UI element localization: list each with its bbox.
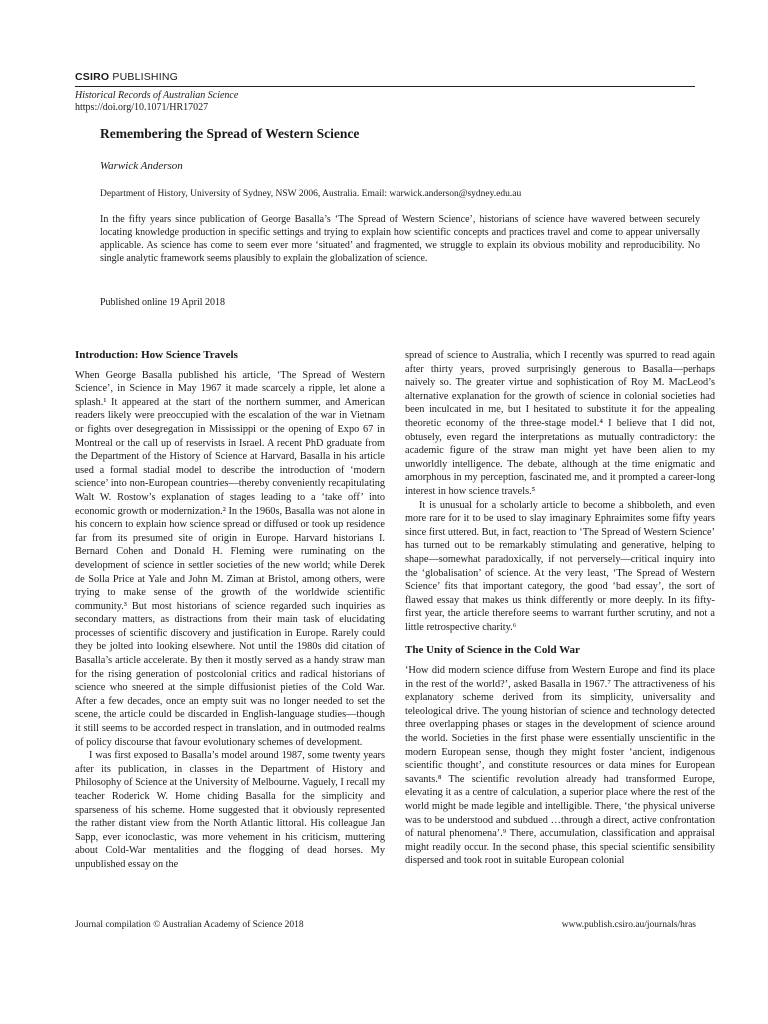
journal-name: Historical Records of Australian Science — [75, 90, 239, 101]
paragraph-4: ‘How did modern science diffuse from Western Europe and find its place in the rest of the world?’, asked Basalla in 1967.⁷ The attractiveness of his explanatory scheme derived from its simplicity, universality and teleological drive. The young historian of science and technology detected three overlapping phases or stages in the development of science around the world. Societies in the first phase were essentially unscientific in the modern European sense, though they might foster ‘ancient, indigenous scientific thought’, and constitute resources or data mines for European savants.⁸ The scientific revolution already had transformed Europe, elevating it as a centre of calculation, a superior place where the rest of the world might be made legible and intelligible. There, ‘the physical universe was to be understood and subdued …through a direct, active confrontation of natural phenomena’.⁹ There, accumulation, classification and appraisal might readily occur. In the second phase, this special scientific sensibility dispersed and took root in suitable European colonial — [405, 665, 715, 867]
section-heading-cold-war: The Unity of Science in the Cold War — [405, 644, 580, 657]
publisher-logo — [75, 71, 178, 83]
body-column-left — [75, 349, 385, 872]
section-heading-introduction: Introduction: How Science Travels — [75, 349, 238, 361]
author-affiliation: Department of History, University of Sydney, NSW 2006, Australia. Email: warwick.anderson@sydney.edu.au — [100, 189, 522, 199]
paragraph-2-continued: spread of science to Australia, which I recently was spurred to read again after thirty years, proved surprisingly generous to Basalla—perhaps naively so. The greater virtue and sophistication of Roy M. MacLeod’s alternative explanation for the growth of science in colonial societies had been inculcated in me, but I hesitated to substitute it for the appealing theoretic economy of the three-stage model.⁴ I believe that I did not, obtusely, even regard the interpretations as mutually contradictory: the academic figure of the straw man might yet have been alien to my unworldly intelligence. The debate, although at the time enigmatic and amorphous in my perception, fascinated me, and it prompted a career-long interest in how science travels.⁵ — [405, 350, 715, 497]
doi-link[interactable]: https://doi.org/10.1071/HR17027 — [75, 102, 209, 113]
publication-date: Published online 19 April 2018 — [100, 297, 225, 308]
paragraph-2-start: I was first exposed to Basalla’s model around 1987, some twenty years after its publication, in classes in the Department of History and Philosophy of Science at the University of Melbourne. Vaguely, I recall my teacher Roderick W. Home chiding Basalla for the simplicity and sparseness of his scheme. Home suggested that it obviously represented the rather distant view from the North Atlantic littoral. His colleague Jan Sapp, ever iconoclastic, was more vehement in his criticism, muttering about Cold-War mentalities and the flogging of dead horses. My unpublished essay on the — [75, 750, 385, 870]
paragraph-3: It is unusual for a scholarly article to become a shibboleth, and even more rare for it to be used to slay imaginary Ephraimites some fifty years since first uttered. But, in fact, reaction to ‘The Spread of Western Science’ has turned out to be remarkably stimulating and generative, helping to shape—somewhat paradoxically, if not perversely—critical inquiry into the ‘globalisation’ of science. At the very least, ‘The Spread of Western Science’ fits that important category, the good ‘bad essay’, the sort of flawed essay that makes us think differently or more deeply. In its fifty-first year, the article therefore seems to warrant further scrutiny, and not a little retrospective charity.⁶ — [405, 499, 715, 633]
abstract: In the fifty years since publication of George Basalla’s ‘The Spread of Western Science’, historians of science have wavered between securely locating knowledge production in specific settings and trying to explain how scientific concepts and practices travel and come to appear universally applicable. As science has come to seem ever more ‘situated’ and fragmented, we struggle to explain its obvious mobility and reproducibility. No single analytic framework seems plausibly to explain the globalization of science. — [100, 214, 700, 264]
article-title: Remembering the Spread of Western Science — [100, 126, 360, 141]
body-column-right — [405, 349, 715, 868]
paragraph-1: When George Basalla published his article, ‘The Spread of Western Science’, in Science in May 1967 it made scarcely a ripple, let alone a splash.¹ It appeared at the start of the northern summer, and American readers likely were preoccupied with the escalation of the war in Vietnam or fights over desegregation in Mississippi or the opening of Expo 67 in Montreal or the call up of reservists in Israel. A recent PhD graduate from the Department of the History of Science at Harvard, Basalla in his article used a formal stadial model to describe the introduction of ‘modern science’ into non-European countries—thereby conveniently recapitulating Walt W. Rostow’s explanation of stages leading to a ‘take off’ into economic growth or modernization.² In the 1960s, Basalla was not alone in his concern to explain how science spread or diffused or took up residence far from its presumed site of origin in Europe. Harvard historians I. Bernard Cohen and Donald H. Fleming were ruminating on the development of science in settler societies of the new world; while Derek de Solla Price at Yale and John M. Ziman at Bristol, among others, were trying to make sense of the growth of the worldwide scientific community.³ But most historians of science regarded such inquiries as secondary matters, as distractions from their main task of elucidating processes of scientific discovery and justification in Europe. Rarely could they be jolted into looking elsewhere. Not until the 1980s did citation of Basalla’s article accelerate. By then it mostly served as a handy straw man for the rising generation of postcolonial critics and radical historians of science who sneered at the simple diffusionist pieties of the Cold War. After a few decades, once an empty suit was no longer needed to set the scene, the article could be discarded in English-language studies—though it still seems to be accorded respect in translation, and in outmoded realms of policy discourse that favour evolutionary schemes of development. — [75, 369, 385, 748]
footer-copyright: Journal compilation © Australian Academy of Science 2018 — [75, 920, 304, 930]
footer-journal-url[interactable]: www.publish.csiro.au/journals/hras — [561, 920, 696, 930]
author-name: Warwick Anderson — [100, 160, 183, 172]
publisher-name-rest: PUBLISHING — [109, 71, 178, 83]
header-divider — [75, 86, 695, 87]
publisher-name-bold: CSIRO — [75, 71, 110, 83]
